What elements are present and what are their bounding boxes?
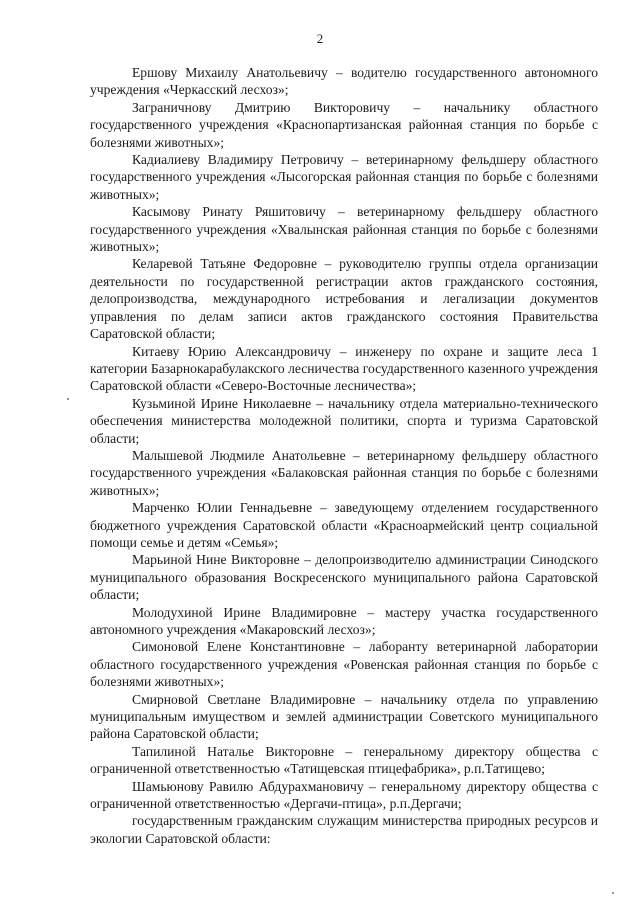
paragraph-kelareva: Келаревой Татьяне Федоровне – руководителю группы отдела организации деятельности по государственной регистрации актов гражданского состояния, делопроизводства, международного истребования и легализации документов управления по делам записи актов гражданского состояния Правительства Саратовской области; bbox=[90, 256, 598, 342]
paragraph-kuzmina: Кузьминой Ирине Николаевне – начальнику отдела материально-технического обеспечения министерства молодежной политики, спорта и туризма Саратовской области; bbox=[90, 395, 598, 446]
scan-speck bbox=[612, 892, 614, 894]
paragraph-marchenko: Марченко Юлии Геннадьевне – заведующему отделением государственного бюджетного учреждения Саратовской области «Красноармейский центр социальной помощи семье и детям «Семья»; bbox=[90, 500, 598, 550]
page-number: 2 bbox=[316, 31, 324, 46]
scan-speck bbox=[67, 398, 69, 400]
paragraph-tapilina: Тапилиной Наталье Викторовне – генеральному директору общества с ограниченной ответственностью «Татищевская птицефабрика», р.п.Татищево; bbox=[90, 743, 598, 777]
paragraph-civil-servants: государственным гражданским служащим министерства природных ресурсов и экологии Саратовской области: bbox=[90, 813, 598, 846]
document-body bbox=[90, 64, 598, 847]
paragraph-kadialiev: Кадиалиеву Владимиру Петровичу – ветеринарному фельдшеру областного государственного учреждения «Лысогорская районная станция по борьбе с болезнями животных»; bbox=[90, 152, 598, 202]
paragraph-zagranichnov: Заграничнову Дмитрию Викторовичу – начальнику областного государственного учреждения «Краснопартизанская районная станция по борьбе с болезнями животных»; bbox=[90, 99, 598, 150]
paragraph-malysheva: Малышевой Людмиле Анатольевне – ветеринарному фельдшеру областного государственного учреждения «Балаковская районная станция по борьбе с болезнями животных»; bbox=[90, 447, 598, 498]
paragraph-marina: Марьиной Нине Викторовне – делопроизводителю администрации Синодского муниципального образования Воскресенского муниципального района Саратовской области; bbox=[90, 552, 598, 603]
paragraph-ershov: Ершову Михаилу Анатольевичу – водителю государственного автономного учреждения «Черкасский лесхоз»; bbox=[90, 65, 598, 98]
paragraph-kitaev: Китаеву Юрию Александровичу – инженеру по охране и защите леса 1 категории Базарнокарабулакского лесничества государственного казенного учреждения Саратовской области «Северо-Восточные лесничества»; bbox=[90, 343, 598, 394]
paragraph-molodukhina: Молодухиной Ирине Владимировне – мастеру участка государственного автономного учреждения «Макаровский лесхоз»; bbox=[90, 604, 598, 637]
paragraph-simonova: Симоновой Елене Константиновне – лаборанту ветеринарной лаборатории областного государственного учреждения «Ровенская районная станция по борьбе с болезнями животных»; bbox=[90, 639, 598, 690]
paragraph-smirnova: Смирновой Светлане Владимировне – начальнику отдела по управлению муниципальным имуществом и землей администрации Советского муниципального района Саратовской области; bbox=[90, 691, 598, 742]
paragraph-kasymov: Касымову Ринату Ряшитовичу – ветеринарному фельдшеру областного государственного учреждения «Хвалынская районная станция по борьбе с болезнями животных»; bbox=[90, 204, 598, 255]
paragraph-shamyunov: Шамьюнову Равилю Абдурахмановичу – генеральному директору общества с ограниченной ответственностью «Дергачи-птица», р.п.Дергачи; bbox=[90, 778, 598, 812]
